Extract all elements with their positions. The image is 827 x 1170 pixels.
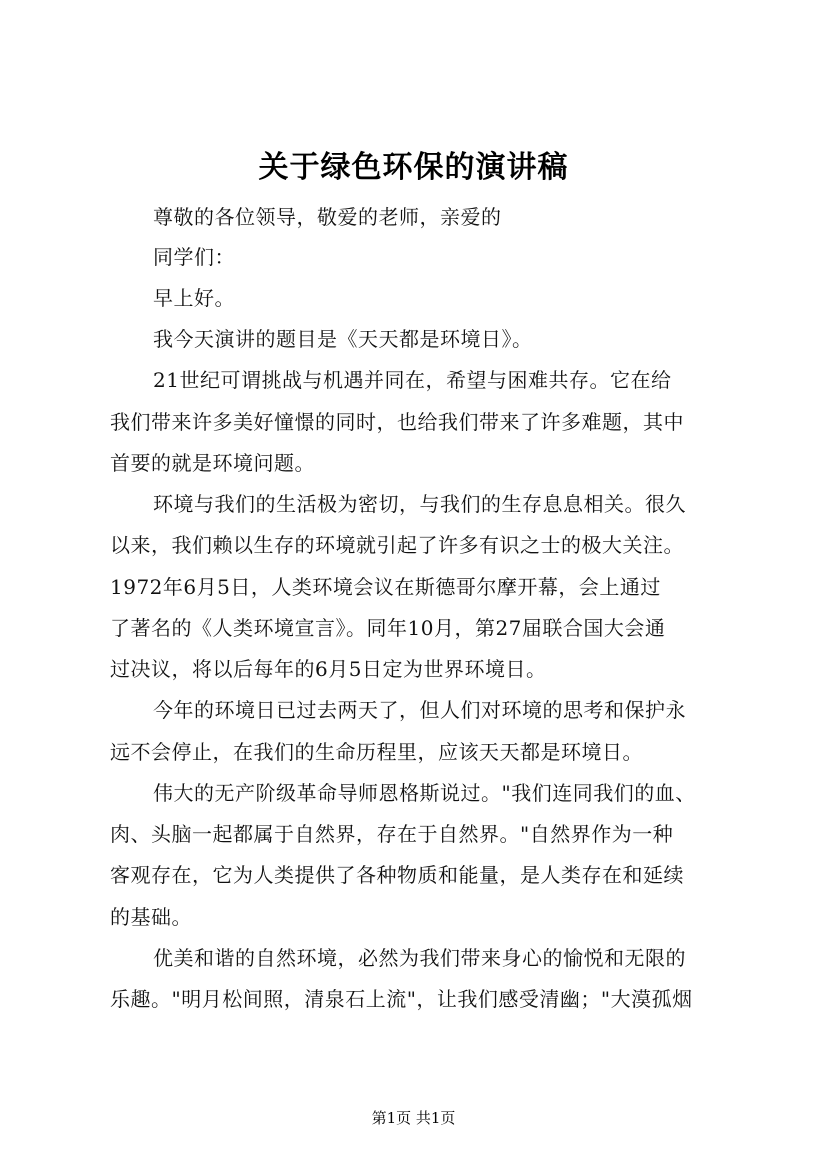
body-line-7: 首要的就是环境问题。 — [110, 451, 315, 475]
body-line-18: 的基础。 — [110, 905, 192, 929]
body-line-20: 乐趣。"明月松间照，清泉石上流"，让我们感受清幽；"大漠孤烟 — [110, 987, 693, 1011]
body-line-5: 21世纪可谓挑战与机遇并同在，希望与困难共存。它在给 — [153, 368, 672, 392]
document-title: 关于绿色环保的演讲稿 — [258, 150, 569, 185]
body-line-14: 远不会停止，在我们的生命历程里，应该天天都是环境日。 — [110, 740, 643, 764]
body-line-15: 伟大的无产阶级革命导师恩格斯说过。"我们连同我们的血、 — [153, 781, 696, 805]
body-line-8: 环境与我们的生活极为密切，与我们的生存息息相关。很久 — [153, 492, 686, 516]
body-line-13: 今年的环境日已过去两天了，但人们对环境的思考和保护永 — [153, 698, 686, 722]
body-line-11: 了著名的《人类环境宣言》。同年10月，第27届联合国大会通 — [110, 616, 666, 640]
body-line-3: 早上好。 — [153, 286, 235, 310]
body-line-6: 我们带来许多美好憧憬的同时，也给我们带来了许多难题，其中 — [110, 410, 684, 434]
page-number-footer: 第1页 共1页 — [371, 1109, 456, 1127]
body-line-2: 同学们： — [153, 245, 235, 269]
body-line-16: 肉、头脑一起都属于自然界，存在于自然界。"自然界作为一种 — [110, 822, 674, 846]
body-line-10: 1972年6月5日，人类环境会议在斯德哥尔摩开幕，会上通过 — [110, 575, 661, 599]
body-line-19: 优美和谐的自然环境，必然为我们带来身心的愉悦和无限的 — [153, 946, 686, 970]
body-line-1: 尊敬的各位领导，敬爱的老师，亲爱的 — [153, 205, 502, 229]
body-line-17: 客观存在，它为人类提供了各种物质和能量，是人类存在和延续 — [110, 863, 684, 887]
body-line-4: 我今天演讲的题目是《天天都是环境日》。 — [153, 327, 533, 351]
body-line-12: 过决议，将以后每年的6月5日定为世界环境日。 — [110, 657, 547, 681]
body-line-9: 以来，我们赖以生存的环境就引起了许多有识之士的极大关注。 — [110, 533, 684, 557]
